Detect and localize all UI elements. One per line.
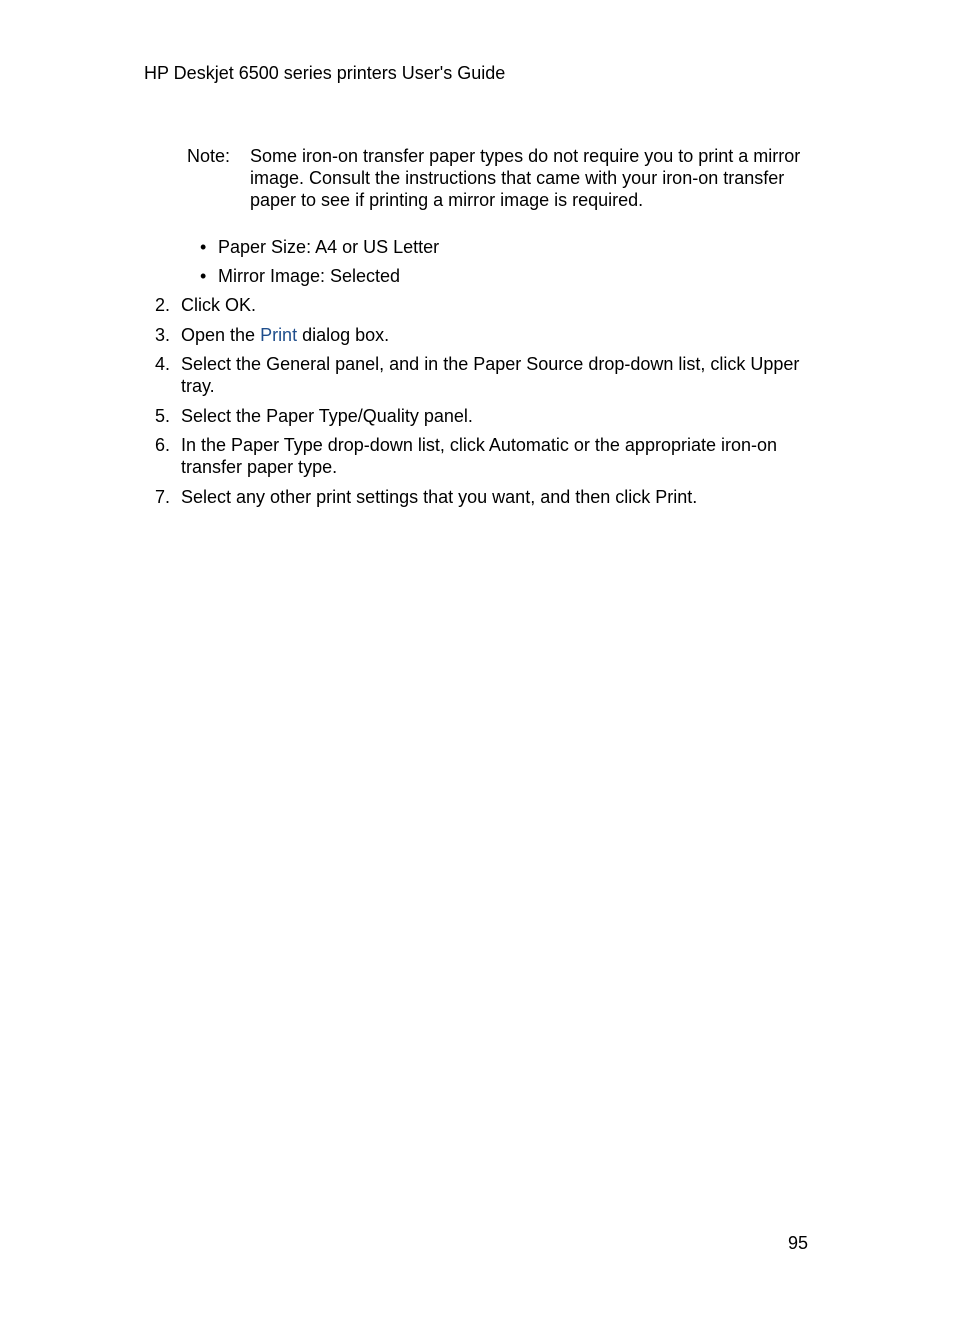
step-number: 3. bbox=[155, 324, 171, 345]
step-5 bbox=[155, 405, 825, 427]
paper-type-quality-term: Paper Type/Quality bbox=[266, 405, 419, 426]
or-text: or bbox=[337, 237, 364, 257]
step-text: or the appropriate iron-on transfer paper type. bbox=[181, 435, 778, 477]
paper-source-term: Paper Source bbox=[473, 354, 584, 374]
step-number: 5. bbox=[155, 405, 171, 426]
paper-size-label: Paper Size bbox=[218, 237, 307, 257]
step-text: . bbox=[209, 376, 215, 396]
step-text: drop-down list, click bbox=[322, 435, 489, 455]
bullet-paper-size bbox=[200, 236, 439, 258]
step-4 bbox=[155, 353, 825, 397]
step-text: panel, and in the bbox=[330, 354, 474, 374]
steps-list bbox=[155, 294, 825, 515]
step-text: . bbox=[251, 295, 257, 315]
mirror-image-value: : Selected bbox=[320, 266, 401, 286]
step-text: Open the bbox=[181, 324, 261, 345]
print-term: Print bbox=[655, 486, 693, 507]
bullet-marker: • bbox=[200, 237, 207, 257]
step-text: In the bbox=[181, 435, 232, 455]
note-label: Note: bbox=[187, 146, 231, 166]
upper-tray-term: Upper tray bbox=[181, 354, 800, 396]
step-text: . bbox=[692, 486, 698, 507]
note-text: Some iron-on transfer paper types do not require you to print a mirror image. Consult the instructions that came with your iron-on transfer paper to see if printing a mirror image is required. bbox=[250, 146, 801, 210]
us-letter-option: US Letter bbox=[363, 237, 440, 257]
step-3 bbox=[155, 324, 825, 346]
step-6 bbox=[155, 434, 825, 478]
mirror-image-label: Mirror Image bbox=[218, 266, 321, 286]
step-text: Select any other print settings that you want, and then click bbox=[181, 486, 656, 507]
ok-term: OK bbox=[225, 295, 252, 315]
step-number: 6. bbox=[155, 435, 171, 455]
step-text: Select the bbox=[181, 405, 267, 426]
bullet-marker: • bbox=[200, 266, 207, 286]
separator-text: : bbox=[306, 237, 316, 257]
step-text: Click bbox=[181, 295, 225, 315]
step-text: drop-down list, click bbox=[583, 354, 751, 374]
step-2 bbox=[155, 294, 825, 316]
step-text: panel. bbox=[418, 405, 473, 426]
bullet-mirror-image bbox=[200, 265, 439, 287]
step-number: 7. bbox=[155, 486, 171, 507]
general-term: General bbox=[266, 354, 331, 374]
automatic-term: Automatic bbox=[488, 435, 569, 455]
step-number: 4. bbox=[155, 354, 171, 374]
step-text: dialog box. bbox=[297, 324, 390, 345]
step-number: 2. bbox=[155, 295, 171, 315]
step-7 bbox=[155, 486, 825, 508]
page-number: 95 bbox=[788, 1233, 809, 1253]
setting-bullet-list bbox=[200, 236, 439, 294]
step-text: Select the bbox=[181, 354, 267, 374]
paper-type-term: Paper Type bbox=[231, 435, 323, 455]
a4-option: A4 bbox=[315, 237, 338, 257]
running-header: HP Deskjet 6500 series printers User's Guide bbox=[144, 63, 506, 83]
print-dialog-link[interactable]: Print bbox=[260, 324, 298, 345]
